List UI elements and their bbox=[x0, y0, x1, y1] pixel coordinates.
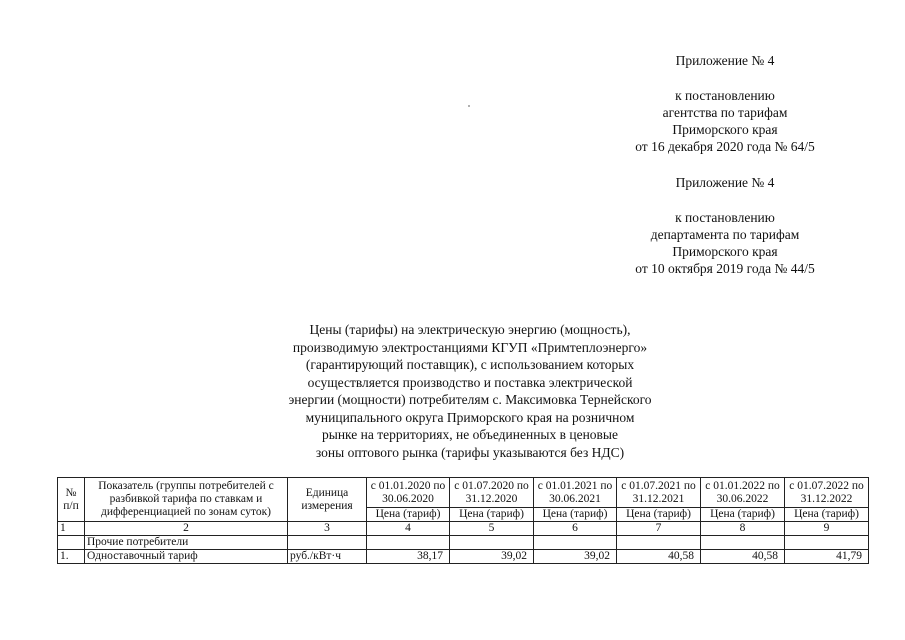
appendix-current-line: агентства по тарифам bbox=[662, 105, 788, 120]
empty-cell bbox=[288, 536, 367, 550]
row-no: 1. bbox=[58, 550, 85, 564]
header-indicator: Показатель (группы потребителей с разбивкой тарифа по ставкам и дифференциацией по зонам суток) bbox=[85, 478, 288, 522]
empty-cell bbox=[701, 536, 785, 550]
row-value: 38,17 bbox=[367, 550, 450, 564]
appendix-original-line: от 10 октября 2019 года № 44/5 bbox=[635, 261, 815, 276]
column-number: 8 bbox=[701, 522, 785, 536]
document-title-line: Цены (тарифы) на электрическую энергию (мощность), bbox=[309, 322, 631, 337]
document-title-line: рынке на территориях, не объединенных в ценовые bbox=[322, 427, 618, 442]
empty-cell bbox=[367, 536, 450, 550]
header-price-label: Цена (тариф) bbox=[367, 508, 450, 522]
table-row bbox=[58, 550, 869, 564]
document-title bbox=[200, 321, 740, 461]
table-header-row bbox=[58, 478, 869, 508]
header-price-label: Цена (тариф) bbox=[785, 508, 869, 522]
header-period: с 01.01.2020 по 30.06.2020 bbox=[367, 478, 450, 508]
header-period: с 01.01.2021 по 30.06.2021 bbox=[534, 478, 617, 508]
document-title-line: осуществляется производство и поставка электрической bbox=[307, 374, 633, 390]
header-period: с 01.01.2022 по 30.06.2022 bbox=[701, 478, 785, 508]
tariff-table bbox=[57, 477, 869, 564]
empty-cell bbox=[450, 536, 534, 550]
scan-speck bbox=[468, 105, 470, 107]
column-number: 1 bbox=[58, 522, 85, 536]
header-period: с 01.07.2020 по 31.12.2020 bbox=[450, 478, 534, 508]
group-label: Прочие потребители bbox=[85, 536, 288, 550]
document-title-line: энергии (мощности) потребителям с. Максимовка Тернейского bbox=[288, 392, 652, 407]
column-number: 9 bbox=[785, 522, 869, 536]
row-value: 41,79 bbox=[785, 550, 869, 564]
group-no-cell bbox=[58, 536, 85, 550]
appendix-current-line: от 16 декабря 2020 года № 64/5 bbox=[635, 139, 815, 154]
row-name: Одноставочный тариф bbox=[85, 550, 288, 564]
appendix-original-title-text: Приложение № 4 bbox=[675, 175, 775, 190]
header-price-label: Цена (тариф) bbox=[450, 508, 534, 522]
appendix-current-title-text: Приложение № 4 bbox=[675, 53, 775, 68]
header-price-label: Цена (тариф) bbox=[701, 508, 785, 522]
document-title-line: зоны оптового рынка (тарифы указываются без НДС) bbox=[315, 444, 625, 460]
header-price-label: Цена (тариф) bbox=[617, 508, 701, 522]
document-title-line: (гарантирующий поставщик), с использованием которых bbox=[305, 357, 635, 372]
header-no: № п/п bbox=[58, 478, 85, 522]
header-price-label: Цена (тариф) bbox=[534, 508, 617, 522]
column-number: 2 bbox=[85, 522, 288, 536]
appendix-original-title bbox=[560, 174, 890, 191]
appendix-original-line: департамента по тарифам bbox=[650, 227, 800, 242]
row-value: 40,58 bbox=[701, 550, 785, 564]
document-title-line: муниципального округа Приморского края на розничном bbox=[305, 409, 635, 425]
appendix-original-line: Приморского края bbox=[672, 244, 778, 259]
appendix-current-title bbox=[560, 52, 890, 69]
group-row bbox=[58, 536, 869, 550]
column-number: 4 bbox=[367, 522, 450, 536]
column-number: 5 bbox=[450, 522, 534, 536]
column-number: 3 bbox=[288, 522, 367, 536]
column-number: 6 bbox=[534, 522, 617, 536]
appendix-current-line: к постановлению bbox=[675, 88, 775, 103]
empty-cell bbox=[617, 536, 701, 550]
row-value: 39,02 bbox=[450, 550, 534, 564]
document-title-line: производимую электростанциями КГУП «Примтеплоэнерго» bbox=[292, 339, 648, 355]
empty-cell bbox=[785, 536, 869, 550]
appendix-original-line: к постановлению bbox=[675, 210, 775, 225]
header-period: с 01.07.2022 по 31.12.2022 bbox=[785, 478, 869, 508]
row-value: 40,58 bbox=[617, 550, 701, 564]
appendix-current-block bbox=[560, 87, 890, 155]
appendix-current-line: Приморского края bbox=[672, 122, 778, 137]
column-number-row bbox=[58, 522, 869, 536]
row-unit: руб./кВт·ч bbox=[288, 550, 367, 564]
column-number: 7 bbox=[617, 522, 701, 536]
row-value: 39,02 bbox=[534, 550, 617, 564]
appendix-original-block bbox=[560, 209, 890, 277]
header-period: с 01.07.2021 по 31.12.2021 bbox=[617, 478, 701, 508]
empty-cell bbox=[534, 536, 617, 550]
header-unit: Единица измерения bbox=[288, 478, 367, 522]
